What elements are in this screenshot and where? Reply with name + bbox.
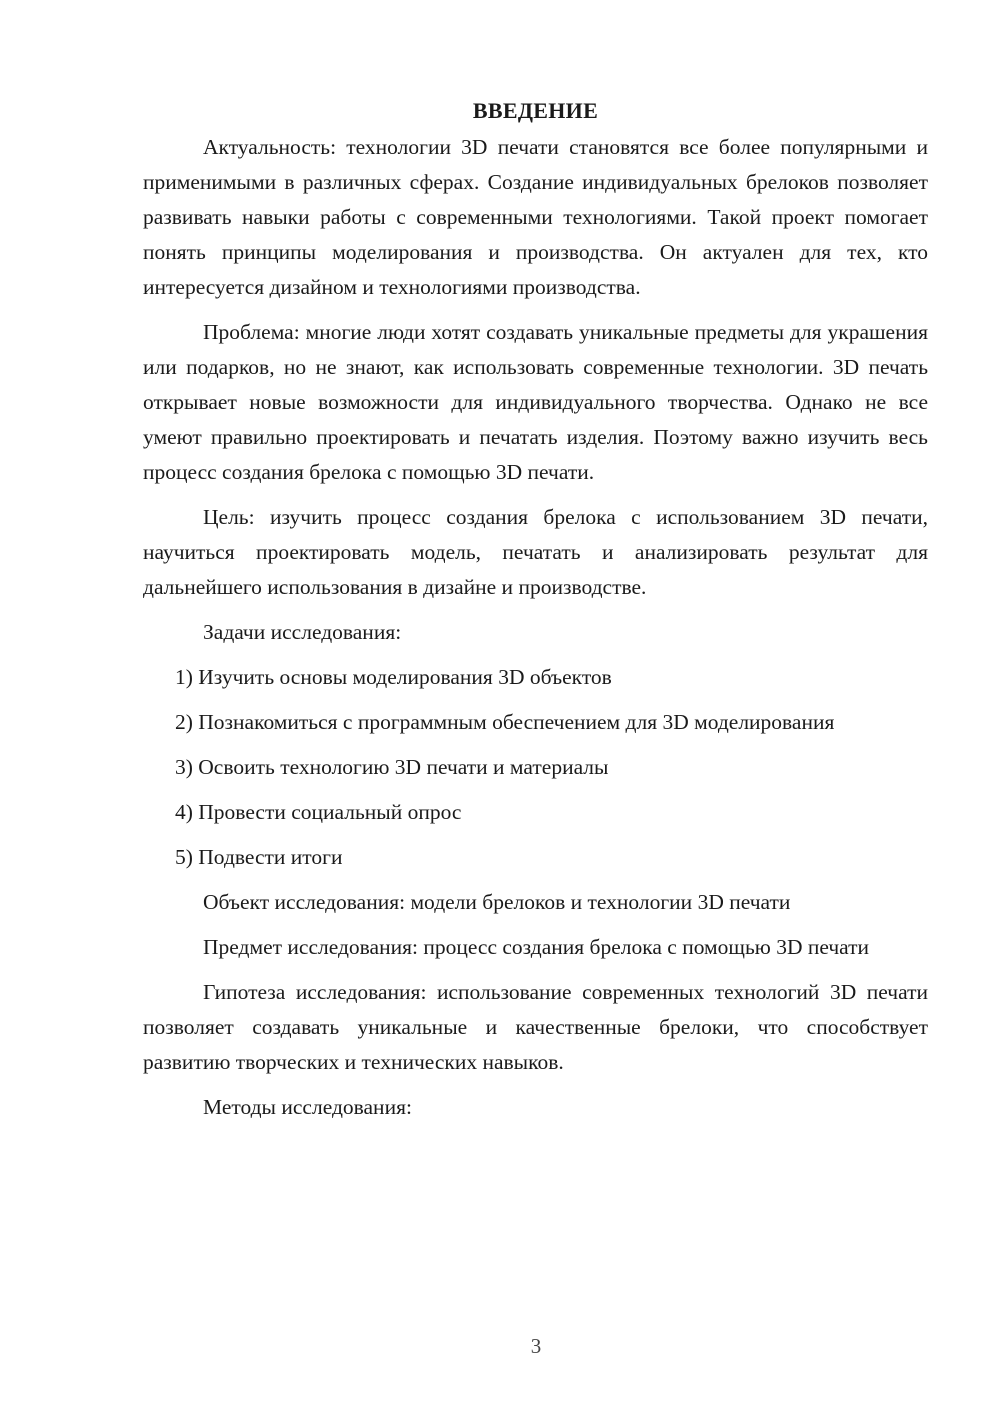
paragraph-object: Объект исследования: модели брелоков и технологии 3D печати <box>203 890 791 914</box>
page-number: 3 <box>530 1334 542 1358</box>
paragraph-subject: Предмет исследования: процесс создания брелока с помощью 3D печати <box>203 935 870 959</box>
paragraph-goal: Цель: изучить процесс создания брелока с использованием 3D печати, научиться проектировать модель, печатать и анализировать результат для дальнейшего использования в дизайне и производстве. <box>143 505 928 599</box>
section-title: ВВЕДЕНИЕ <box>472 98 599 123</box>
task-item: 4) Провести социальный опрос <box>175 800 462 824</box>
document-page <box>143 96 928 1125</box>
paragraph-tasks-heading: Задачи исследования: <box>203 620 402 644</box>
task-item: 1) Изучить основы моделирования 3D объектов <box>175 665 612 689</box>
task-item: 5) Подвести итоги <box>175 845 343 869</box>
paragraph-hypothesis: Гипотеза исследования: использование современных технологий 3D печати позволяет создавать уникальные и качественные брелоки, что способствует развитию творческих и технических навыков. <box>143 980 928 1074</box>
paragraph-methods: Методы исследования: <box>203 1095 412 1119</box>
paragraph-problem: Проблема: многие люди хотят создавать уникальные предметы для украшения или подарков, но не знают, как использовать современные технологии. 3D печать открывает новые возможности для индивидуального творчества. Однако не все умеют правильно проектировать и печатать изделия. Поэтому важно изучить весь процесс создания брелока с помощью 3D печати. <box>143 320 928 484</box>
task-item: 2) Познакомиться с программным обеспечением для 3D моделирования <box>175 710 835 734</box>
task-item: 3) Освоить технологию 3D печати и материалы <box>175 755 609 779</box>
paragraph-relevance: Актуальность: технологии 3D печати становятся все более популярными и применимыми в различных сферах. Создание индивидуальных брелоков позволяет развивать навыки работы с современными технологиями. Такой проект помогает понять принципы моделирования и производства. Он актуален для тех, кто интересуется дизайном и технологиями производства. <box>143 135 928 299</box>
